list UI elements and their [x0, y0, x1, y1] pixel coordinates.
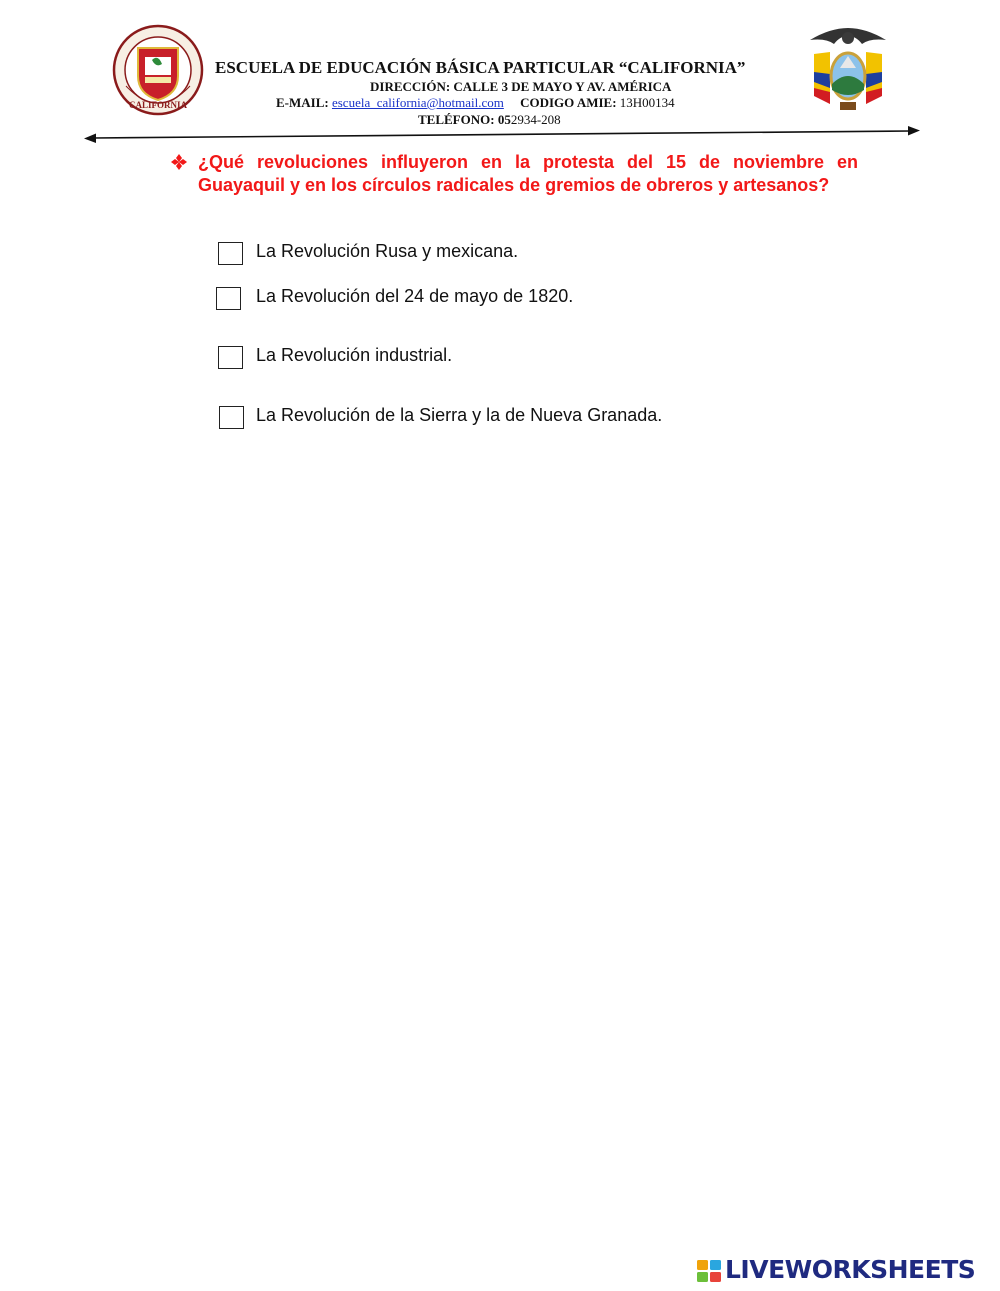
option-label: La Revolución del 24 de mayo de 1820. [256, 286, 574, 306]
option-label: La Revolución de la Sierra y la de Nueva Granada. [256, 405, 663, 425]
answer-checkbox[interactable] [216, 287, 241, 310]
school-name: ESCUELA DE EDUCACIÓN BÁSICA PARTICULAR “CALIFORNIA” [215, 58, 746, 77]
email-label: E-MAIL: [276, 95, 329, 110]
amie-label: CODIGO AMIE: [520, 95, 617, 110]
header-divider [84, 122, 920, 144]
brand-name: LIVEWORKSHEETS [725, 1255, 976, 1284]
option-label: La Revolución Rusa y mexicana. [256, 241, 519, 261]
phone-prefix: 05 [497, 112, 511, 127]
crest-text: CALIFORNIA [128, 100, 188, 110]
phone-number: 2934-208 [510, 112, 561, 127]
email-link[interactable]: escuela_california@hotmail.com [331, 95, 504, 110]
question-text: ¿Qué revoluciones influyeron en la protesta del 15 de noviembre en Guayaquil y en los círculos radicales de gremios de obreros y artesanos? [198, 152, 858, 195]
liveworksheets-tiles-icon [697, 1260, 721, 1282]
option-label: La Revolución industrial. [256, 345, 453, 365]
answer-checkbox[interactable] [218, 242, 243, 265]
ecuador-coat-of-arms-icon [800, 24, 896, 116]
address-line: DIRECCIÓN: CALLE 3 DE MAYO Y AV. AMÉRICA [370, 79, 672, 94]
amie-code: 13H00134 [619, 95, 675, 110]
answer-checkbox[interactable] [218, 346, 243, 369]
diamond-bullet-icon [170, 153, 188, 171]
letterhead [0, 0, 1000, 150]
answer-checkbox[interactable] [219, 406, 244, 429]
school-crest-icon [112, 24, 204, 116]
phone-label: TELÉFONO: [418, 112, 495, 127]
contact-line [276, 95, 675, 111]
